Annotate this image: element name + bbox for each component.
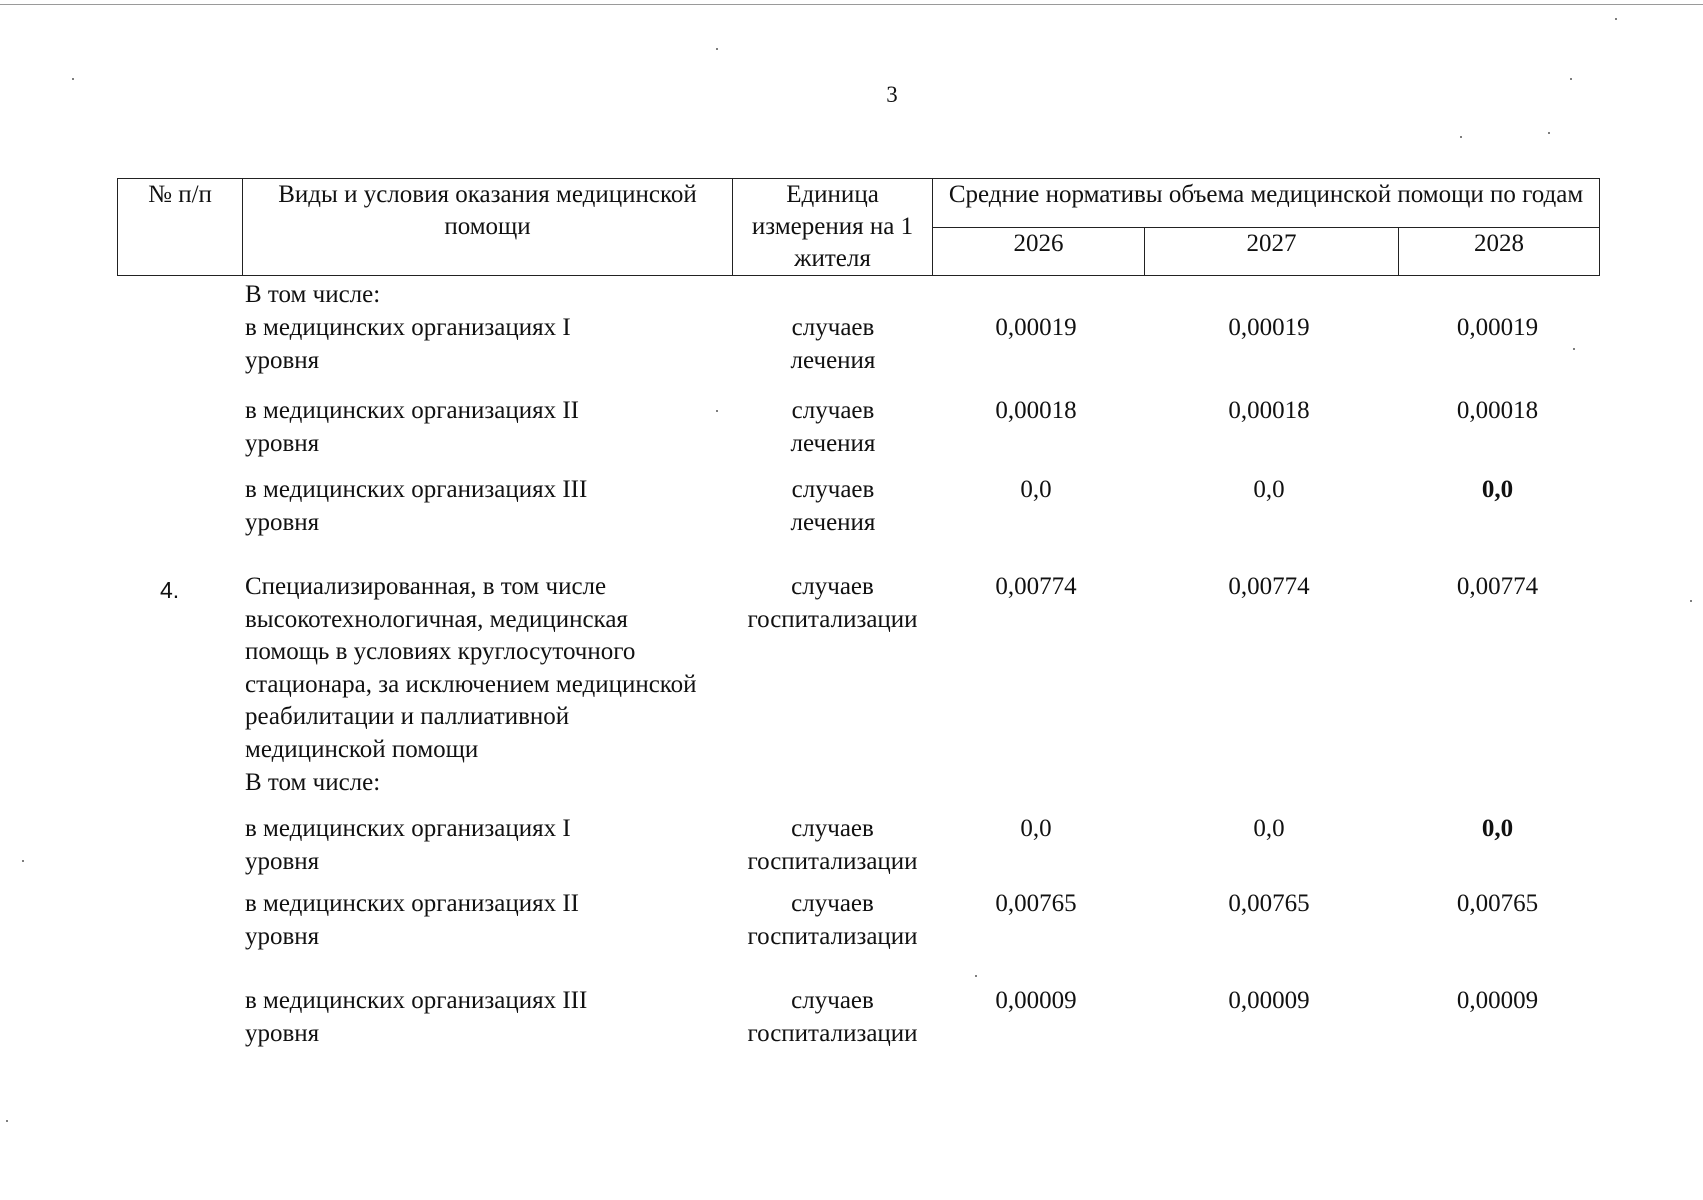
row-unit: случаев лечения (790, 314, 876, 374)
header-norms-cell: Средние нормативы объема медицинской помощи по годам (933, 179, 1600, 228)
row-value-2027: 0,00009 (1228, 987, 1310, 1014)
header-year-2026: 2026 (933, 227, 1145, 276)
row-value-2026: 0,00774 (995, 573, 1077, 600)
row-value-2028: 0,00765 (1456, 890, 1539, 917)
page-number: 3 (886, 82, 898, 107)
row-unit: случаев госпитализации (747, 573, 918, 633)
row-value-2028: 0,00018 (1456, 397, 1539, 424)
row-value-2028: 0,00774 (1456, 573, 1539, 600)
row-value-2026: 0,00765 (995, 890, 1077, 917)
row-unit: случаев госпитализации (747, 987, 918, 1047)
row-description: В том числе: (245, 281, 381, 308)
row-description: в медицинских организациях III уровня (245, 987, 588, 1047)
row-description: в медицинских организациях I уровня (245, 815, 571, 875)
row-description: В том числе: (245, 769, 381, 796)
header-description-cell: Виды и условия оказания медицинской помощи (243, 179, 733, 276)
row-value-2027: 0,00019 (1228, 314, 1310, 341)
header-year-2028: 2028 (1399, 227, 1600, 276)
row-value-2026: 0,00018 (995, 397, 1077, 424)
row-unit: случаев лечения (790, 397, 876, 457)
header-number-cell: № п/п (118, 179, 243, 276)
row-value-2028: 0,00009 (1456, 987, 1539, 1014)
row-value-2026: 0,0 (1020, 476, 1052, 503)
row-value-2027: 0,00018 (1228, 397, 1310, 424)
row-value-2026: 0,0 (1020, 815, 1052, 842)
header-unit-cell: Единица измерения на 1 жителя (733, 179, 933, 276)
row-value-2027: 0,00774 (1228, 573, 1310, 600)
row-description: в медицинских организациях II уровня (245, 890, 579, 950)
row-description: в медицинских организациях I уровня (245, 314, 571, 374)
row-unit: случаев госпитализации (747, 890, 918, 950)
row-unit: случаев лечения (790, 476, 876, 536)
row-unit: случаев госпитализации (747, 815, 918, 875)
row-description: в медицинских организациях II уровня (245, 397, 579, 457)
row-number: 4. (160, 577, 180, 603)
row-description: в медицинских организациях III уровня (245, 476, 588, 536)
header-year-2027: 2027 (1145, 227, 1399, 276)
row-value-2027: 0,0 (1253, 815, 1285, 842)
row-value-2028: 0,0 (1481, 476, 1514, 503)
row-value-2028: 0,00019 (1456, 314, 1539, 341)
row-value-2027: 0,0 (1253, 476, 1285, 503)
row-description: Специализированная, в том числе высокотехнологичная, медицинская помощь в условиях круглосуточного стационара, за исключением медицинской реабилитации и паллиативной медицинской помощи (245, 573, 697, 763)
row-value-2028: 0,0 (1481, 815, 1514, 842)
row-value-2027: 0,00765 (1228, 890, 1310, 917)
row-value-2026: 0,00009 (995, 987, 1077, 1014)
row-value-2026: 0,00019 (995, 314, 1077, 341)
